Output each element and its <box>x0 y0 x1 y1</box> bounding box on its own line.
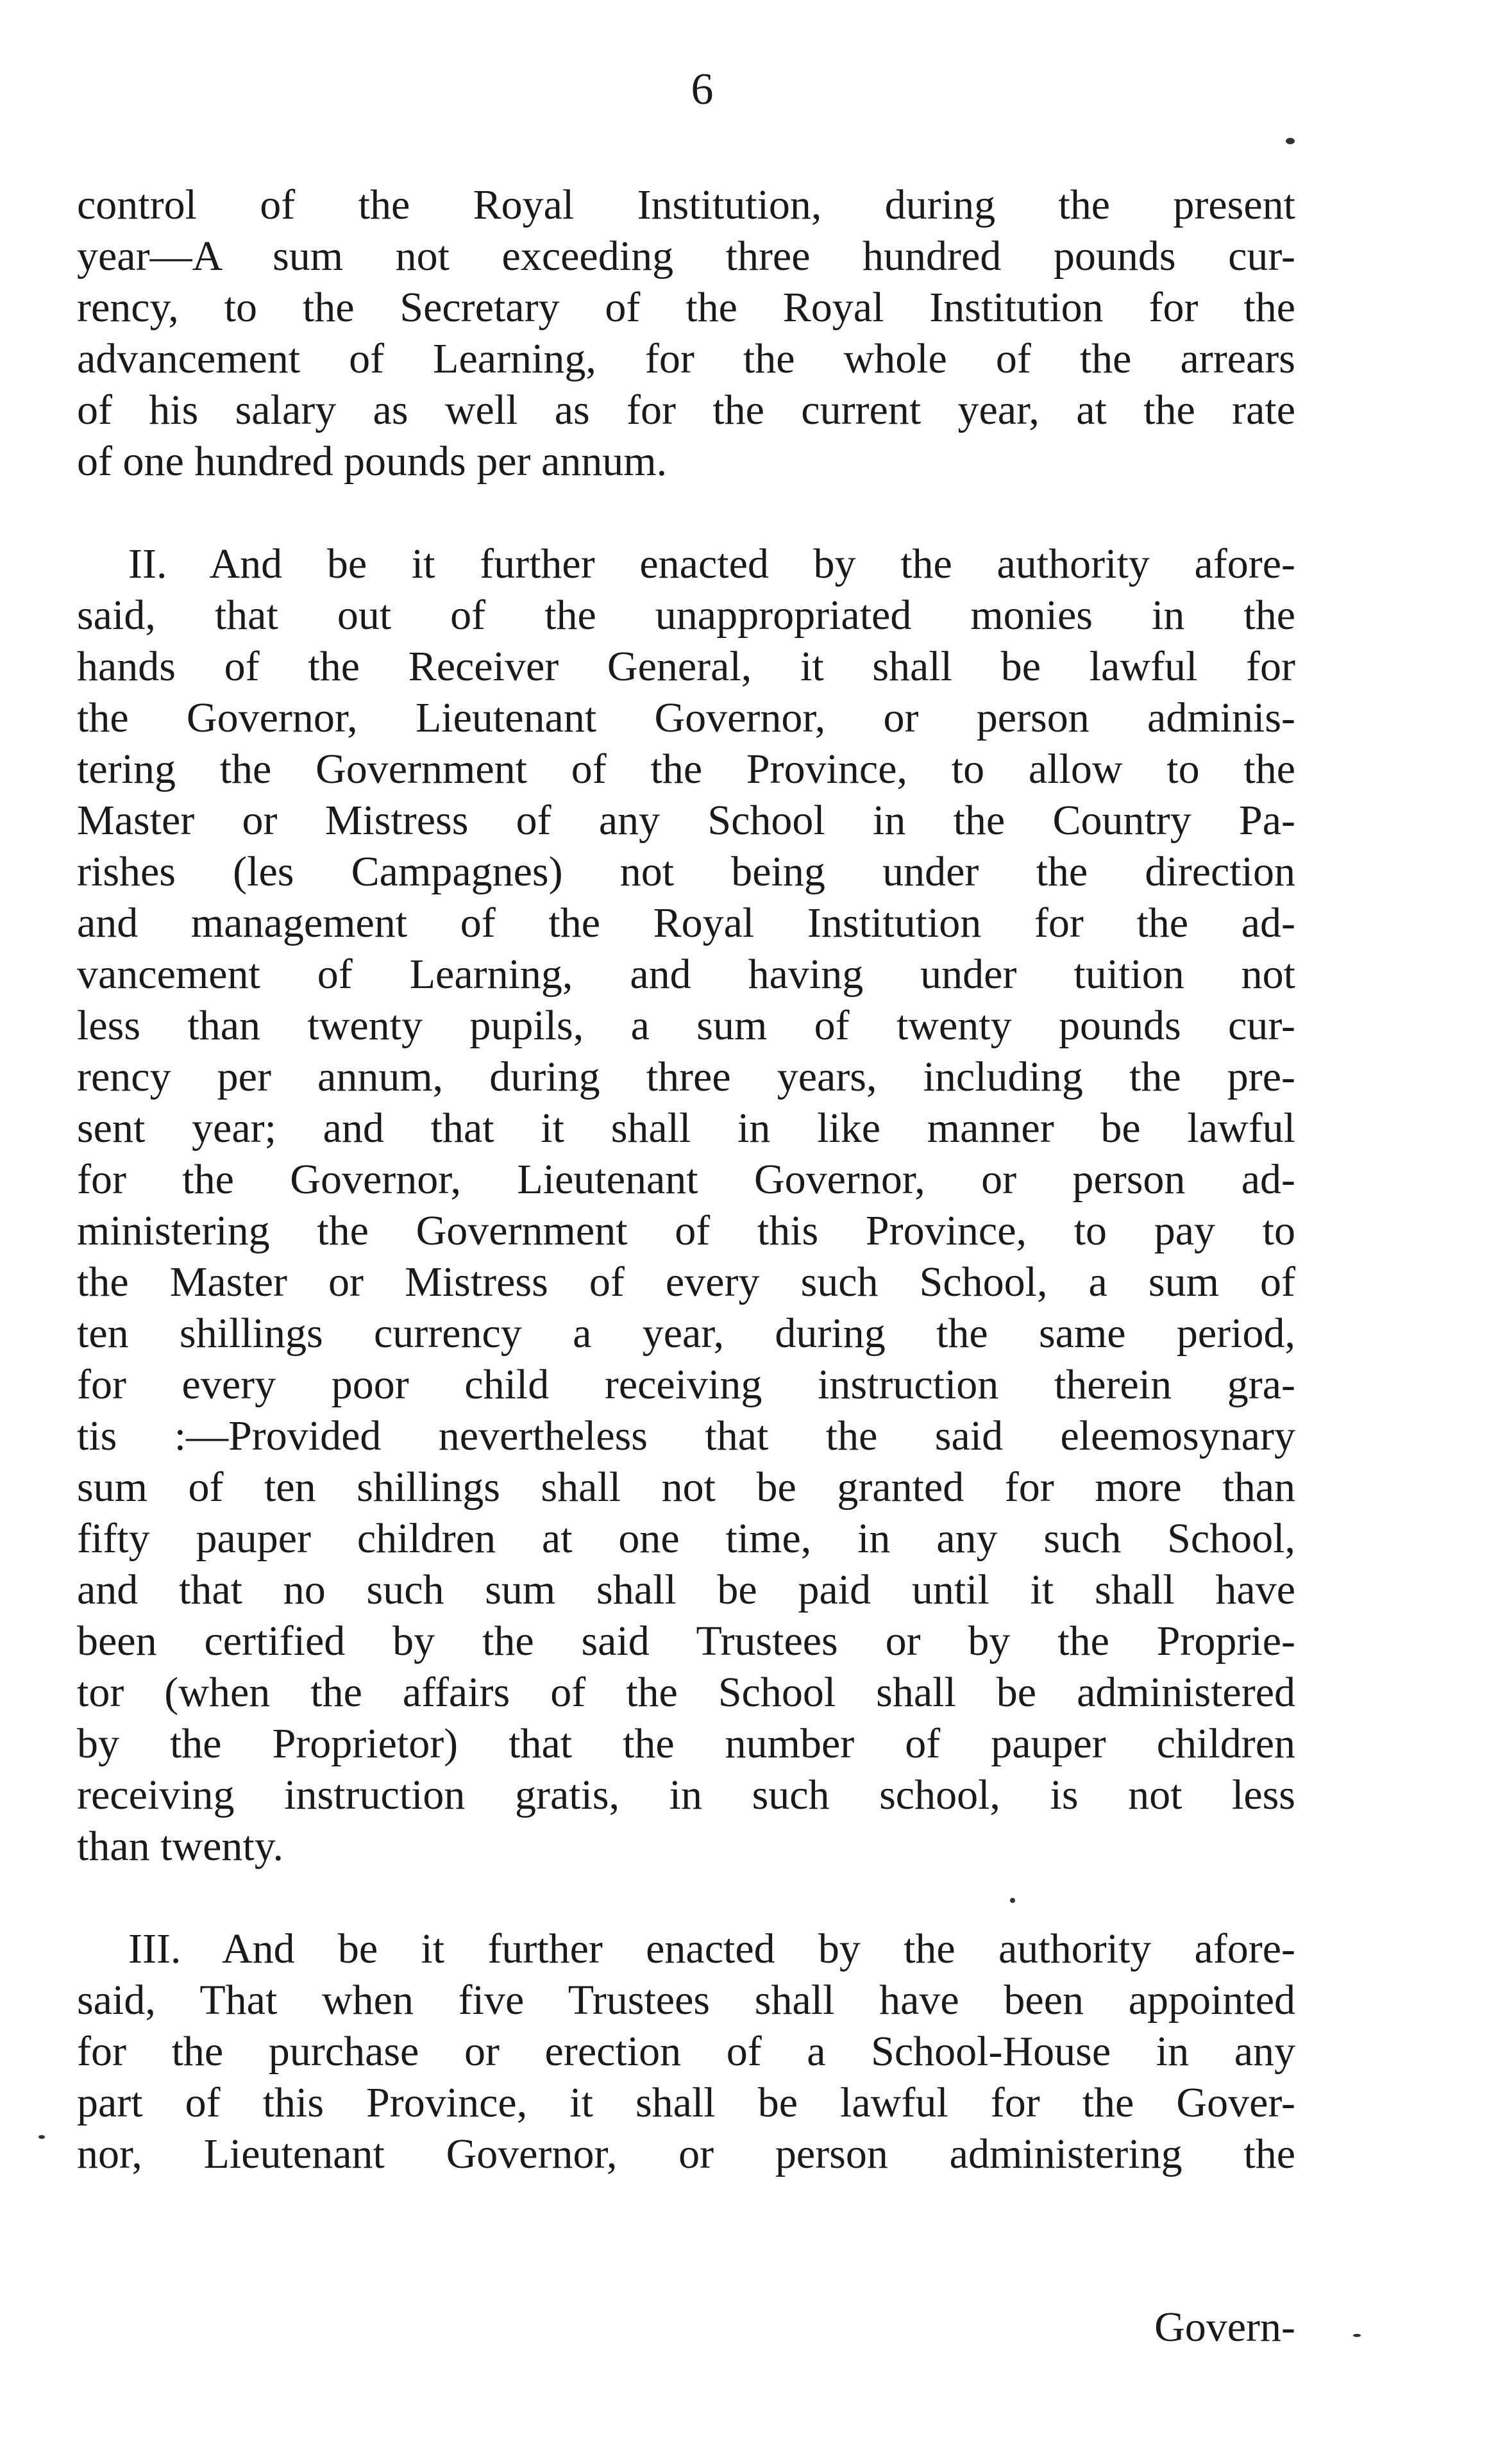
paragraph-gap <box>77 487 1295 539</box>
text-line: rency per annum, during three years, including the pre- <box>77 1053 1295 1100</box>
text-line: than twenty. <box>77 1823 283 1870</box>
body-text <box>77 180 1295 2180</box>
paragraph-gap <box>77 1872 1295 1923</box>
text-line: for the purchase or erection of a School-House in any <box>77 2028 1295 2075</box>
text-line: sent year; and that it shall in like manner be lawful <box>77 1105 1295 1152</box>
print-speck <box>38 2135 45 2139</box>
text-line: been certified by the said Trustees or by the Proprie- <box>77 1618 1295 1664</box>
text-line: II. And be it further enacted by the authority afore- <box>128 541 1295 587</box>
text-line: less than twenty pupils, a sum of twenty pounds cur- <box>77 1002 1295 1049</box>
text-line: and that no such sum shall be paid until it shall have <box>77 1566 1295 1613</box>
text-line: Master or Mistress of any School in the Country Pa- <box>77 797 1295 844</box>
paragraph-2 <box>77 539 1295 1872</box>
text-line: vancement of Learning, and having under tuition not <box>77 951 1295 998</box>
text-line: hands of the Receiver General, it shall be lawful for <box>77 643 1295 690</box>
text-line: of his salary as well as for the current year, at the rate <box>77 387 1295 433</box>
print-speck <box>1353 2334 1361 2337</box>
text-line: said, that out of the unappropriated monies in the <box>77 592 1295 639</box>
text-line: the Master or Mistress of every such School, a sum of <box>77 1259 1295 1305</box>
page-number: 6 <box>691 65 714 114</box>
text-line: receiving instruction gratis, in such school, is not less <box>77 1772 1295 1818</box>
text-line: rency, to the Secretary of the Royal Institution for the <box>77 284 1295 331</box>
text-line: III. And be it further enacted by the authority afore- <box>128 1925 1295 1972</box>
text-line: said, That when five Trustees shall have been appointed <box>77 1977 1295 2024</box>
text-line: for every poor child receiving instruction therein gra- <box>77 1361 1295 1408</box>
text-line: ten shillings currency a year, during the same period, <box>77 1310 1295 1357</box>
print-speck <box>1286 138 1295 144</box>
text-line: of one hundred pounds per annum. <box>77 438 668 485</box>
text-line: ministering the Government of this Province, to pay to <box>77 1207 1295 1254</box>
paragraph-3 <box>77 1923 1295 2180</box>
text-line: the Governor, Lieutenant Governor, or person adminis- <box>77 694 1295 741</box>
text-line: rishes (les Campagnes) not being under the direction <box>77 848 1295 895</box>
text-line: control of the Royal Institution, during the present <box>77 181 1295 228</box>
text-line: advancement of Learning, for the whole of the arrears <box>77 335 1295 382</box>
text-line: for the Governor, Lieutenant Governor, or person ad- <box>77 1156 1295 1203</box>
text-line: year—A sum not exceeding three hundred pounds cur- <box>77 233 1295 280</box>
paragraph-1 <box>77 180 1295 487</box>
catchword: Govern- <box>1154 2304 1295 2351</box>
text-line: tor (when the affairs of the School shall be administered <box>77 1669 1295 1716</box>
text-line: and management of the Royal Institution for the ad- <box>77 900 1295 946</box>
text-line: nor, Lieutenant Governor, or person administering the <box>77 2131 1295 2177</box>
text-line: part of this Province, it shall be lawful for the Gover- <box>77 2079 1295 2126</box>
text-line: sum of ten shillings shall not be granted for more than <box>77 1464 1295 1511</box>
print-speck <box>1010 1898 1015 1903</box>
text-line: fifty pauper children at one time, in any such School, <box>77 1515 1295 1562</box>
text-line: by the Proprietor) that the number of pauper children <box>77 1720 1295 1767</box>
text-line: tis :—Provided nevertheless that the said eleemosynary <box>77 1412 1295 1459</box>
text-line: tering the Government of the Province, to allow to the <box>77 746 1295 792</box>
